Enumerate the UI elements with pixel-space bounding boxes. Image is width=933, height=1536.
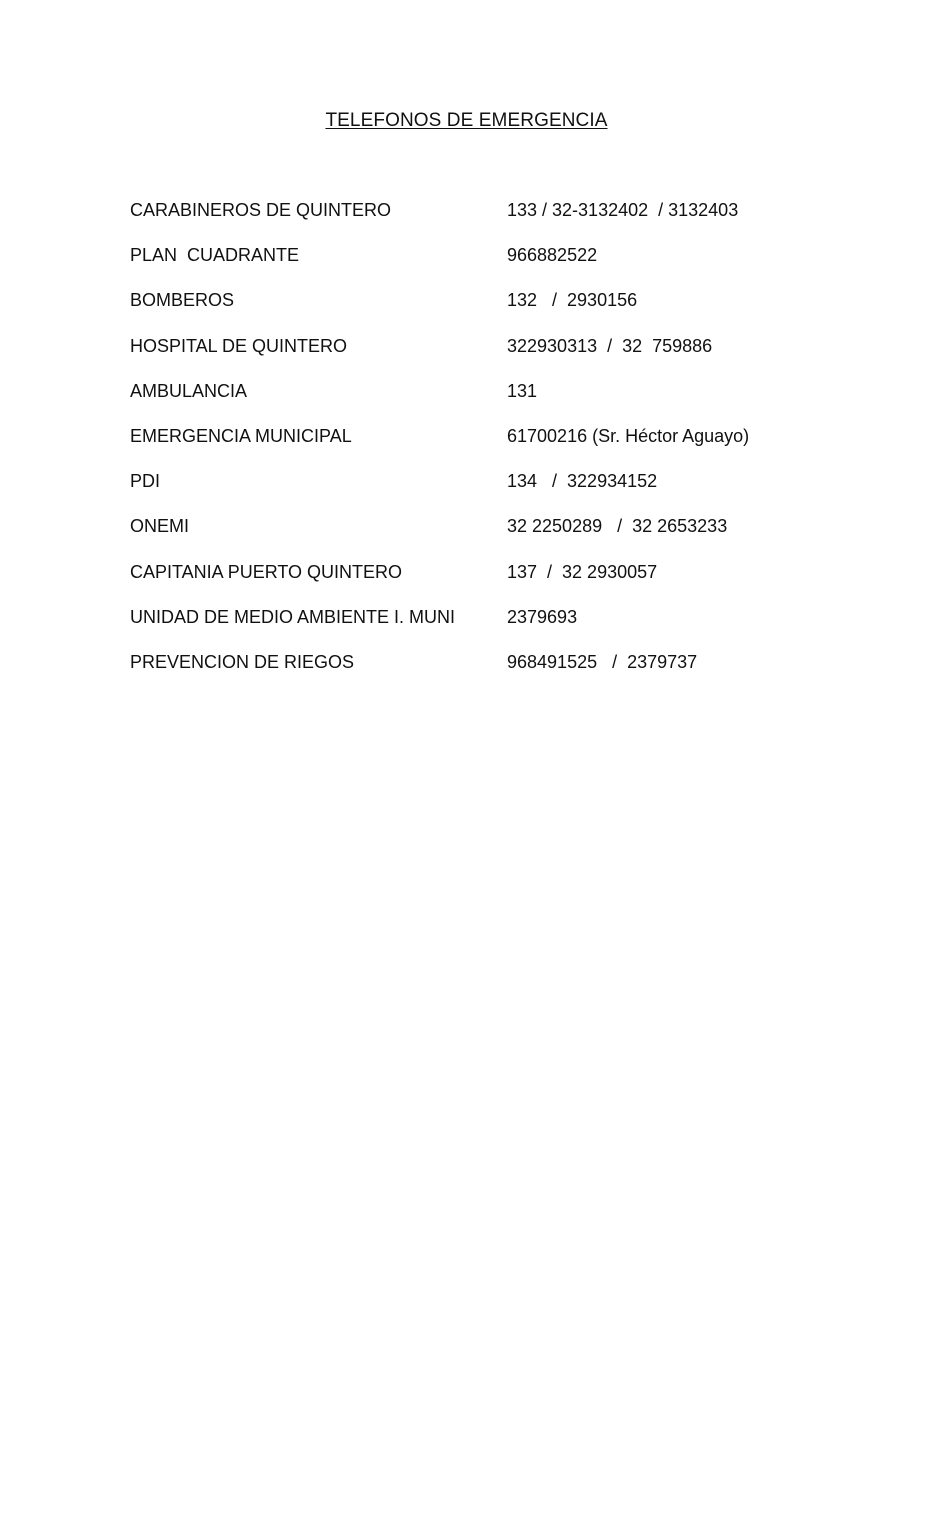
contact-phone: 322930313 / 32 759886: [507, 335, 713, 356]
contact-name: PREVENCION DE RIEGOS: [130, 651, 355, 672]
contact-name: HOSPITAL DE QUINTERO: [130, 335, 348, 356]
contact-row: [130, 332, 830, 377]
contact-name: ONEMI: [130, 516, 190, 537]
contact-phone: 61700216 (Sr. Héctor Aguayo): [507, 425, 750, 446]
contact-row: [130, 377, 830, 422]
page-title: TELEFONOS DE EMERGENCIA: [325, 110, 608, 131]
contact-phone: 134 / 322934152: [507, 471, 658, 492]
contact-name: AMBULANCIA: [130, 380, 248, 401]
contact-row: [130, 196, 830, 241]
contact-phone: 137 / 32 2930057: [507, 561, 658, 582]
contact-row: [130, 286, 830, 331]
contact-name: PDI: [130, 471, 161, 492]
contact-name: BOMBEROS: [130, 290, 235, 311]
contact-row: [130, 422, 830, 467]
contact-phone: 132 / 2930156: [507, 290, 638, 311]
contact-phone: 133 / 32-3132402 / 3132403: [507, 200, 739, 220]
contact-phone: 968491525 / 2379737: [507, 651, 698, 672]
contact-name: EMERGENCIA MUNICIPAL: [130, 425, 352, 446]
contact-phone: 32 2250289 / 32 2653233: [507, 516, 728, 537]
contact-row: [130, 467, 830, 512]
contact-name: PLAN CUADRANTE: [130, 245, 300, 266]
contact-row: [130, 558, 830, 603]
contact-row: [130, 512, 830, 557]
contact-row: [130, 241, 830, 286]
contact-phone: 131: [507, 380, 538, 401]
contact-row: [130, 648, 830, 693]
contact-phone: 966882522: [507, 245, 598, 266]
emergency-contact-list: [130, 196, 830, 693]
contact-phone: 2379693: [507, 606, 578, 627]
contact-name: CARABINEROS DE QUINTERO: [130, 200, 392, 220]
contact-name: CAPITANIA PUERTO QUINTERO: [130, 561, 403, 582]
contact-row: [130, 603, 830, 648]
contact-name: UNIDAD DE MEDIO AMBIENTE I. MUNI: [130, 606, 456, 627]
